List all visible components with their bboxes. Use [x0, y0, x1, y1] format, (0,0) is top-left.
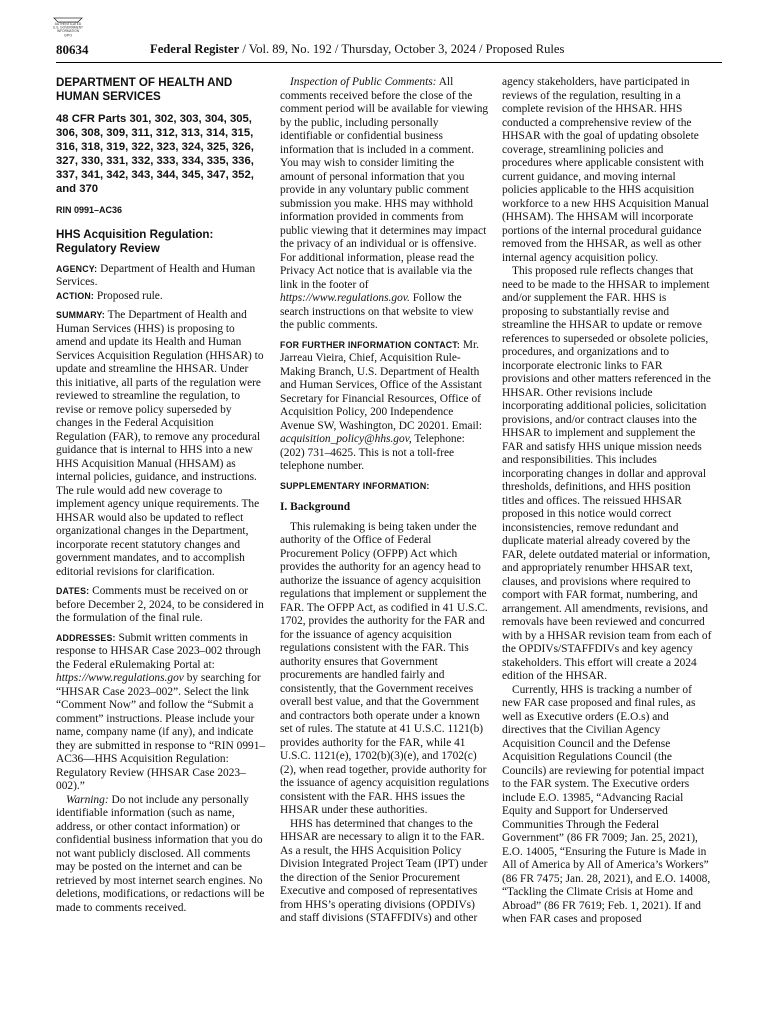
- action-paragraph: [56, 290, 266, 304]
- addresses-paragraph: [56, 632, 266, 794]
- page-header: [56, 42, 722, 60]
- regulations-gov-footer-link[interactable]: https://www.regulations.gov.: [280, 292, 410, 304]
- addresses-text-1: Submit written comments in response to HHSAR Case 2023–002 through the Federal eRulemaking Portal at:: [56, 631, 261, 671]
- agency-paragraph: [56, 263, 266, 290]
- warning-paragraph: [56, 794, 266, 916]
- summary-text: The Department of Health and Human Services (HHS) is proposing to amend and update its Health and Human Services Acquisition Regulation (HHSAR) to update and streamline the HHSAR. Under this initiative, all parts of the regulation were reviewed to streamline the regulation, to revise or remove policy superseded by changes in the Federal Acquisition Regulation (FAR), to remove any procedural guidance that is internal to HHS into a new HHS Acquisition Manual (HHSAM) as internal policies, guidance, and instructions. The rule would add new coverage to implement agency unique requirements. The HHSAR would also be updated to reflect organizational changes in the Department, incorporate recent statutory changes and government mandates, and to accomplish editorial revisions for clarification.: [56, 309, 264, 578]
- svg-text:U.S. GOVERNMENT: U.S. GOVERNMENT: [53, 25, 83, 30]
- dates-paragraph: [56, 585, 266, 626]
- header-rule: [56, 62, 722, 63]
- svg-text:AUTHENTICATED: AUTHENTICATED: [54, 22, 82, 26]
- inspection-text-2: Follow the search instructions on that website to view the public comments.: [280, 292, 474, 331]
- summary-label: SUMMARY:: [56, 310, 105, 320]
- regulations-gov-link[interactable]: https://www.regulations.gov: [56, 672, 184, 684]
- column-1: [56, 76, 266, 915]
- addresses-text-2: by searching for “HHSAR Case 2023–002”. Select the link “Comment Now” and follow the “Submit a comment” instructions. Please include your name, company name (if any), and indicate they are submitted in response to “RIN 0991–AC36—HHS Acquisition Regulation: Regulatory Review (HHSAR Case 2023–002).”: [56, 672, 266, 792]
- column-3: [502, 76, 712, 927]
- dates-label: DATES:: [56, 586, 90, 596]
- rin-number: RIN 0991–AC36: [56, 205, 123, 215]
- dates-text: Comments must be received on or before December 2, 2024, to be considered in the formulation of the final rule.: [56, 585, 264, 624]
- contact-text-2: Telephone: (202) 731–4625. This is not a toll-free telephone number.: [280, 433, 465, 472]
- background-paragraph-5: Currently, HHS is tracking a number of new FAR case proposed and final rules, as well as Executive orders (E.O.s) and directives that the Civilian Agency Acquisition Council and the Defense Acquisition Regulations Council (the Councils) are reviewing for potential impact to the FAR system. The Executive orders include E.O. 13985, “Advancing Racial Equity and Support for Underserved Communities Through the Federal Government” (86 FR 7009; Jan. 25, 2021), E.O. 14005, “Ensuring the Future is Made in All of America by All of America’s Workers” (86 FR 7475; Jan. 28, 2021), and E.O. 14008, “Tackling the Climate Crisis at Home and Abroad” (86 FR 7619; Feb. 1, 2021). If and when FAR cases and proposed: [502, 683, 711, 925]
- svg-text:INFORMATION: INFORMATION: [56, 29, 80, 33]
- contact-label: FOR FURTHER INFORMATION CONTACT:: [280, 339, 461, 350]
- section-heading-background: I. Background: [280, 501, 351, 513]
- page-number: 80634: [56, 42, 89, 57]
- contact-paragraph: [280, 339, 490, 474]
- department-heading: DEPARTMENT OF HEALTH AND HUMAN SERVICES: [56, 76, 233, 103]
- rule-title: HHS Acquisition Regulation: Regulatory Review: [56, 227, 214, 255]
- supplementary-label: SUPPLEMENTARY INFORMATION:: [280, 480, 430, 491]
- background-paragraph-1: This rulemaking is being taken under the authority of the Office of Federal Procurement Policy (OFPP) Act which provides the authority for an agency head to authorize the issuance of agency acquisition regulations that implement or supplement the FAR. The OFPP Act, as codified in 41 U.S.C. 1702, provides the authority for the FAR and for the issuance of agency acquisition regulations consistent with the FAR. This authority ensures that Government procurements are handled fairly and consistently, that the Government receives overall best value, and that the Government and contractors both operate under a known set of rules. The statute at 41 U.S.C. 1121(b) provides authority for the FAR, while 41 U.S.C. 1121(e), 1702(b)(3)(e), and 1702(c)(2), when read together, provide authority for the issuance of agency acquisition regulations consistent with the FAR. HHS issues the HHSAR under these authorities.: [280, 520, 490, 816]
- contact-email-link[interactable]: acquisition_policy@hhs.gov,: [280, 433, 412, 445]
- issue-info: / Vol. 89, No. 192 / Thursday, October 3, 2024 / Proposed Rules: [239, 42, 565, 56]
- action-text: Proposed rule.: [94, 289, 163, 302]
- journal-name: Federal Register: [150, 42, 240, 56]
- warning-label: Warning:: [66, 793, 109, 806]
- contact-text-1: Mr. Jarreau Vieira, Chief, Acquisition Rule-Making Branch, U.S. Department of Health and Human Services, Office of the Assistant Secretary for Financial Resources, Office of Acquisition Policy, 200 Independence Avenue SW, Washington, DC 20201. Email:: [280, 338, 482, 432]
- warning-text: Do not include any personally identifiable information (such as name, address, or other contact information) or confidential business information that you do not want publicly disclosed. All comments may be posted on the internet and can be retrieved by most internet search engines. No deletions, modifications, or redactions will be made to comments received.: [56, 793, 265, 914]
- background-paragraph-4: This proposed rule reflects changes that need to be made to the HHSAR to implement and/or supplement the FAR. HHS is proposing to substantially revise and streamline the HHSAR to update or remove references to superseded or obsolete policies, procedures, and organizations and to incorporate electronic links to FAR provisions and other matters referenced in the HHSAR. Other revisions include incorporating additional policies, solicitation provisions, and/or contract clauses into the HHSAR to implement and supplement the FAR and satisfy HHS unique mission needs and responsibilities. This includes incorporating changes in dollar and approval thresholds, definitions, and HHS position titles and offices. The reissued HHSAR proposed in this notice would correct inconsistencies, remove redundant and duplicate material already covered by the FAR, delete outdated material or information, and appropriately renumber HHSAR text, clauses, and provisions where required to comport with FAR format, numbering, and arrangement. All amendments, revisions, and removals have been reviewed and concurred with by a HHSAR revision team from each of the OPDIVs/STAFFDIVs and key agency stakeholders. This effort will create a 2024 edition of the HHSAR.: [502, 265, 712, 682]
- background-paragraph-3: agency stakeholders, have participated in reviews of the regulation, resulting in a complete revision of the HHSAR. HHS conducted a comprehensive review of the HHSAR with the goal of updating obsolete coverage, streamlining policies and procedures where applicable consistent with current guidance, and moving internal policies applicable to the HHS acquisition workforce to a new HHS Acquisition Manual (HHSAM). The HHSAM will incorporate portions of the internal procedural guidance removed from the HHSAR, as well as other internal agency acquisition policy.: [502, 76, 709, 264]
- inspection-label: Inspection of Public Comments:: [290, 76, 437, 88]
- inspection-text-1: All comments received before the close of the comment period will be available for viewing by the public, including personally identifiable or confidential business information that is included in a comment. You may wish to consider limiting the amount of personal information that you provide in any voluntary public comment submission you make. HHS may withhold information provided in comments from public viewing that it determines may impact the privacy of an individual or is offensive. For additional information, please read the Privacy Act notice that is available via the link in the footer of: [280, 76, 489, 291]
- cfr-parts: 48 CFR Parts 301, 302, 303, 304, 305, 306, 308, 309, 311, 312, 313, 314, 315, 316, 318, 319, 322, 323, 324, 325, 326, 327, 330, 331, 332, 333, 334, 335, 336, 337, 341, 342, 343, 344, 345, 347, 352, and 370: [56, 113, 254, 195]
- svg-text:GPO: GPO: [64, 33, 72, 38]
- agency-label: AGENCY:: [56, 263, 98, 274]
- addresses-label: ADDRESSES:: [56, 632, 116, 643]
- action-label: ACTION:: [56, 290, 95, 301]
- agency-text: Department of Health and Human Services.: [56, 262, 256, 288]
- gpo-authenticated-seal: [48, 14, 88, 38]
- column-2: [280, 76, 490, 926]
- running-head: [150, 42, 564, 57]
- summary-paragraph: [56, 309, 266, 579]
- inspection-paragraph: [280, 76, 490, 333]
- background-paragraph-2: HHS has determined that changes to the HHSAR are necessary to align it to the FAR. As a result, the HHS Acquisition Policy Division Integrated Project Team (IPT) under the direction of the Senior Procurement Executive and composed of representatives from HHS’s operating divisions (OPDIVs) and staff divisions (STAFFDIVs) and other: [280, 817, 488, 924]
